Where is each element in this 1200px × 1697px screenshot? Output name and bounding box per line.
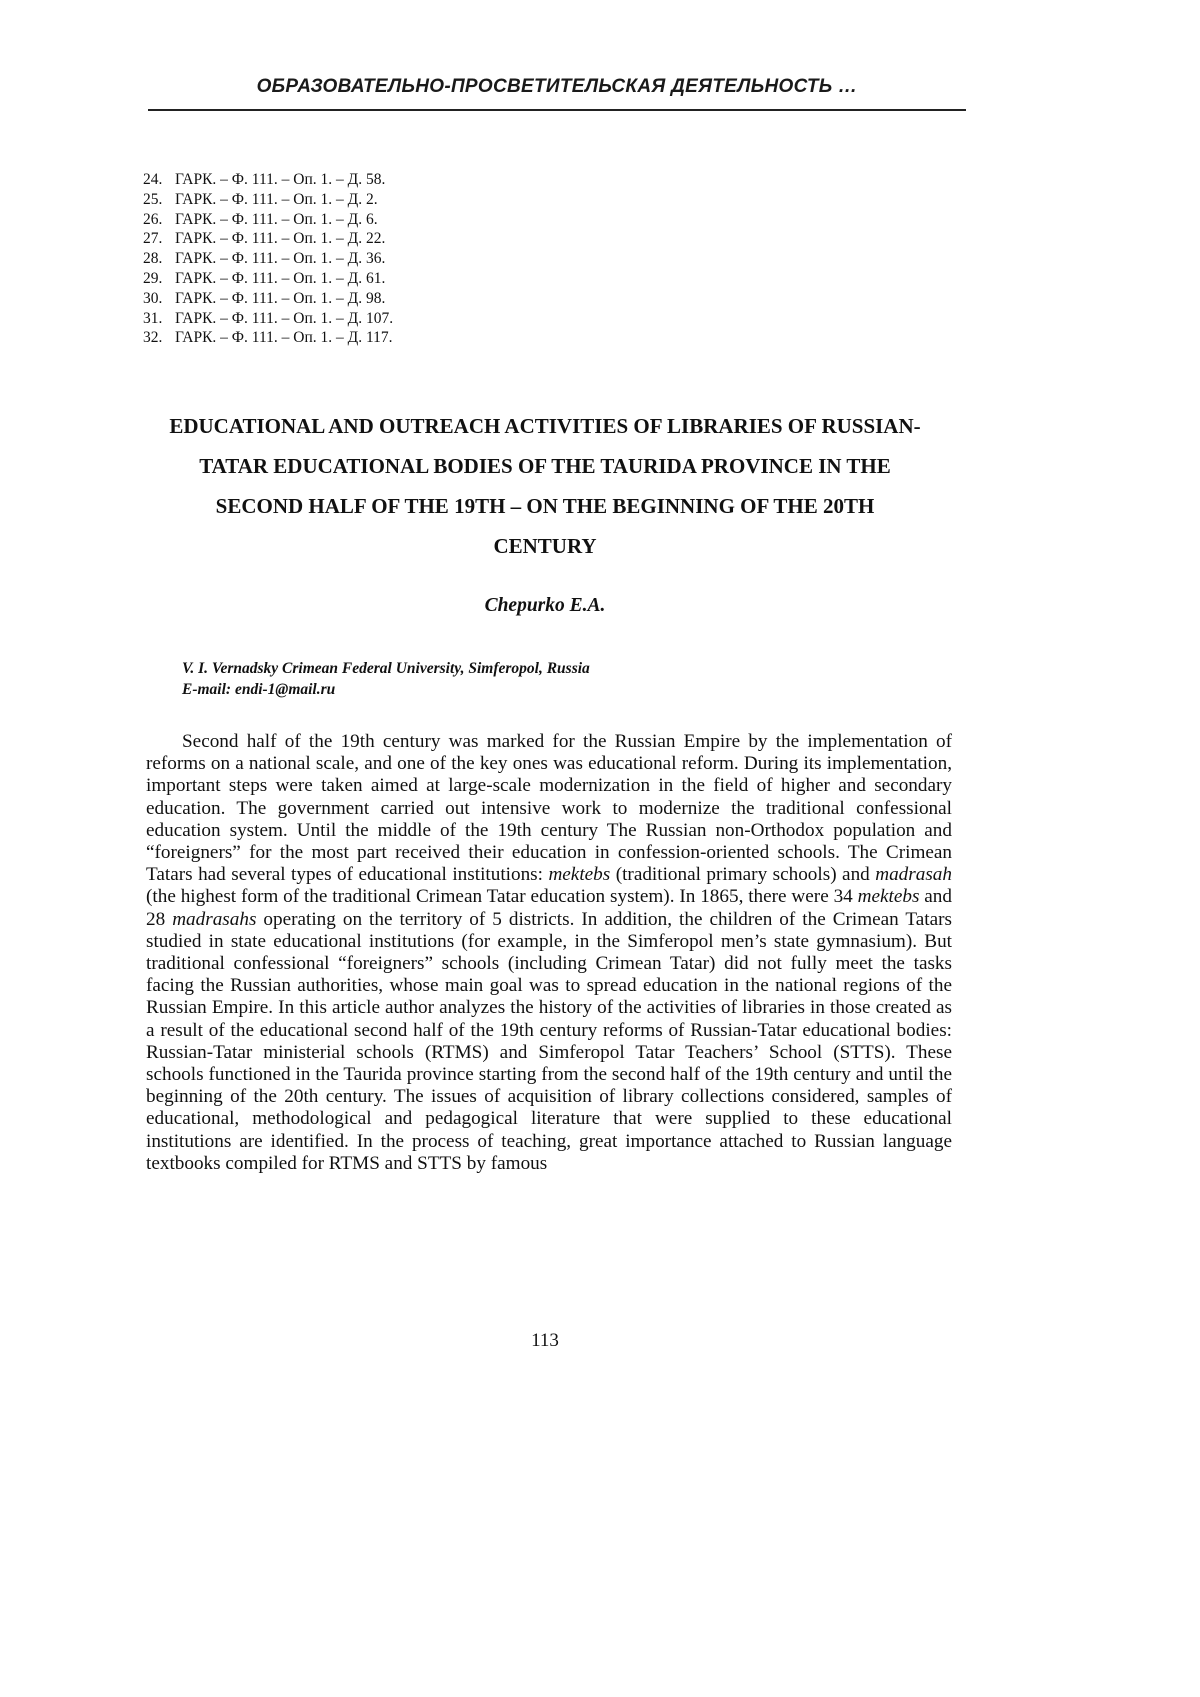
reference-number: 32.: [143, 329, 163, 347]
reference-item: [143, 170, 393, 190]
reference-number: 24.: [143, 171, 163, 188]
title-line: SECOND HALF OF THE 19TH – ON THE BEGINNING OF THE 20TH: [215, 494, 875, 518]
title-line: TATAR EDUCATIONAL BODIES OF THE TAURIDA PROVINCE IN THE: [199, 454, 891, 478]
reference-item: [143, 289, 393, 309]
term-mektebs: mektebs: [857, 886, 920, 908]
page-number: 113: [531, 1330, 559, 1351]
abstract: [146, 731, 952, 1175]
term-madrasah: madrasah: [875, 864, 952, 886]
reference-number: 30.: [143, 289, 163, 307]
reference-item: [143, 210, 393, 230]
reference-item: [143, 190, 393, 210]
reference-text: ГАРК. – Ф. 111. – Оп. 1. – Д. 6.: [175, 210, 378, 228]
affiliation: V. I. Vernadsky Crimean Federal University, Simferopol, Russia: [182, 660, 590, 677]
reference-number: 25.: [143, 190, 163, 208]
reference-number: 27.: [143, 230, 163, 248]
reference-item: [143, 249, 393, 269]
article-title: [130, 406, 960, 566]
reference-item: [143, 269, 393, 289]
term-mektebs: mektebs: [548, 864, 611, 886]
reference-text: ГАРК. – Ф. 111. – Оп. 1. – Д. 117.: [175, 329, 393, 347]
term-madrasahs: madrasahs: [172, 908, 257, 930]
reference-text: ГАРК. – Ф. 111. – Оп. 1. – Д. 36.: [175, 250, 386, 268]
reference-number: 29.: [143, 269, 163, 287]
reference-text: ГАРК. – Ф. 111. – Оп. 1. – Д. 2.: [175, 190, 378, 208]
running-header: ОБРАЗОВАТЕЛЬНО-ПРОСВЕТИТЕЛЬСКАЯ ДЕЯТЕЛЬНОСТЬ …: [256, 76, 858, 97]
abstract-paragraph: Second half of the 19th century was marked for the Russian Empire by the implementation of reforms on a national scale, and one of the key ones was educational reform. During its implementation, important steps were taken aimed at large-scale modernization in the field of higher and secondary education. The government carried out intensive work to modernize the traditional confessional education system. Until the middle of the 19th century The Russian non-Orthodox population and “foreigners” for the most part received their education in confession-oriented schools. The Crimean Tatars had several types of educational institutions: mektebs (traditional primary schools) and madrasah (the highest form of the traditional Crimean Tatar education system). In 1865, there were 34 mektebs and 28 madrasahs operating on the territory of 5 districts. In addition, the children of the Crimean Tatars studied in state educational institutions (for example, in the Simferopol men’s state gymnasium). But traditional confessional “foreigners” schools (including Crimean Tatar) did not fully meet the tasks facing the Russian authorities, whose main goal was to spread education in the national regions of the Russian Empire. In this article author analyzes the history of the activities of libraries in those created as a result of the educational second half of the 19th century reforms of Russian-Tatar educational bodies: Russian-Tatar ministerial schools (RTMS) and Simferopol Tatar Teachers’ School (STTS). These schools functioned in the Taurida province starting from the second half of the 19th century and until the beginning of the 20th century. The issues of acquisition of library collections considered, samples of educational, methodological and pedagogical literature that were supplied to these educational institutions are identified. In the process of teaching, great importance attached to Russian language textbooks compiled for RTMS and STTS by famous: [146, 731, 953, 1174]
reference-text: ГАРК. – Ф. 111. – Оп. 1. – Д. 107.: [175, 309, 394, 327]
author-name: Chepurko E.A.: [484, 595, 606, 616]
title-line: EDUCATIONAL AND OUTREACH ACTIVITIES OF LIBRARIES OF RUSSIAN-: [169, 414, 921, 438]
reference-number: 26.: [143, 210, 163, 228]
reference-item: [143, 328, 393, 348]
title-line: CENTURY: [493, 534, 597, 558]
reference-text: ГАРК. – Ф. 111. – Оп. 1. – Д. 98.: [175, 289, 386, 307]
author-email: E-mail: endi-1@mail.ru: [182, 681, 336, 698]
reference-item: [143, 229, 393, 249]
reference-text: ГАРК. – Ф. 111. – Оп. 1. – Д. 22.: [175, 230, 386, 248]
reference-text: ГАРК. – Ф. 111. – Оп. 1. – Д. 58.: [175, 171, 386, 188]
reference-number: 31.: [143, 309, 163, 327]
header-rule: [148, 109, 966, 111]
reference-number: 28.: [143, 250, 163, 268]
author-affiliation-block: [182, 658, 590, 700]
reference-text: ГАРК. – Ф. 111. – Оп. 1. – Д. 61.: [175, 269, 386, 287]
reference-item: [143, 309, 393, 329]
reference-list: [143, 170, 393, 348]
